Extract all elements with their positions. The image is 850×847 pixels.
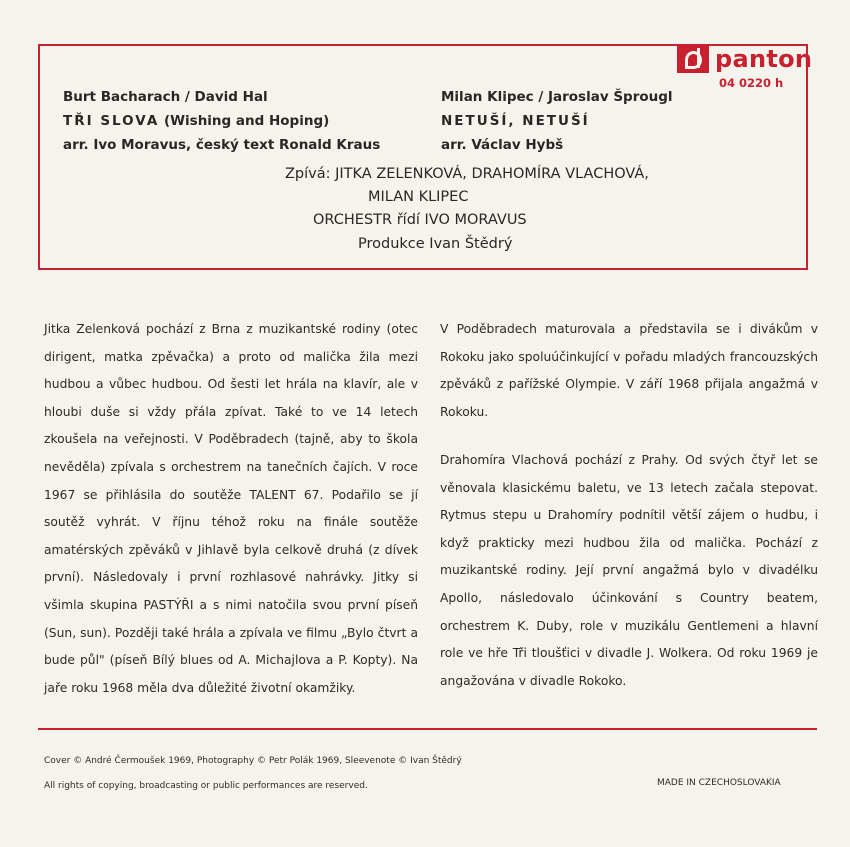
track-a-title-english: (Wishing and Hoping) [159,113,330,129]
sleevenote-column-2-para-1: V Poděbradech maturovala a představila se i divákům v Rokoku jako spoluúčinkující v pořadu mladých francouzských zpěváků z pařížské Olympie. V září 1968 přijala angažmá v Rokoku. [440,322,818,419]
panton-logo [677,45,812,73]
footer-divider [38,728,817,730]
performers-singers: Zpívá: JITKA ZELENKOVÁ, DRAHOMÍRA VLACHOVÁ, [285,166,649,182]
sleevenote-column-2-para-2: Drahomíra Vlachová pochází z Prahy. Od svých čtyř let se věnovala klasickému baletu, ve 13 letech začala stepovat. Rytmus stepu u Drahomíry podnítil větší zájem o hudbu, i když prakticky mezi hudbou žila od malička. Pochází z muzikantské rodiny. Její první angažmá bylo v divadélku Apollo, následovalo účinkování s Country beatem, orchestrem K. Duby, role v muzikálu Gentlemeni a hlavní role ve hře Tři tloušťici v divadle J. Wolkera. Od roku 1969 je angažována v divadle Rokoko. [440,453,818,688]
footer-origin: MADE IN CZECHOSLOVAKIA [657,778,781,788]
footer-rights: All rights of copying, broadcasting or public performances are reserved. [44,781,368,791]
producer-credit: Produkce Ivan Štědrý [358,236,513,252]
panton-logo-icon [677,45,709,73]
track-a-title-line [63,113,329,129]
performers-orchestra: ORCHESTR řídí IVO MORAVUS [313,212,527,228]
label-name: panton [715,45,813,73]
footer-credits: Cover © André Čermoušek 1969, Photography © Petr Polák 1969, Sleevenote © Ivan Štědrý [44,756,462,766]
track-a-arrangement: arr. Ivo Moravus, český text Ronald Kraus [63,137,381,153]
catalog-number: 04 0220 h [719,76,784,90]
track-a-title: TŘI SLOVA [63,113,160,129]
track-b-arrangement: arr. Václav Hybš [441,137,564,153]
track-a-authors: Burt Bacharach / David Hal [63,89,268,105]
performers-singers-cont: MILAN KLIPEC [368,189,469,205]
sleevenote-column-1: Jitka Zelenková pochází z Brna z muzikantské rodiny (otec dirigent, matka zpěvačka) a proto od malička žila mezi hudbou a vůbec hudbou. Od šesti let hrála na klavír, ale v hloubi duše si vždy přála zpívat. Také to ve 14 letech zkoušela na veřejnosti. V Poděbradech (tajně, aby to škola nevěděla) zpívala s orchestrem na tanečních čajích. V roce 1967 se přihlásila do soutěže TALENT 67. Podařilo se jí soutěž vyhrát. V říjnu téhož roku na finále soutěže amatérských zpěváků v Jihlavě byla celkově druhá (z dívek první). Následovaly i první rozhlasové nahrávky. Jitky si všimla skupina PASTÝŘI a s nimi natočila svou první píseň (Sun, sun). Později také hrála a zpívala ve filmu „Bylo čtvrt a bude půl" (píseň Bílý blues od A. Michajlova a P. Kopty). Na jaře roku 1968 měla dva důležité životní okamžiky. [44,322,418,695]
track-b-authors: Milan Klipec / Jaroslav Šprougl [441,89,673,105]
track-b-title: NETUŠÍ, NETUŠÍ [441,113,590,129]
